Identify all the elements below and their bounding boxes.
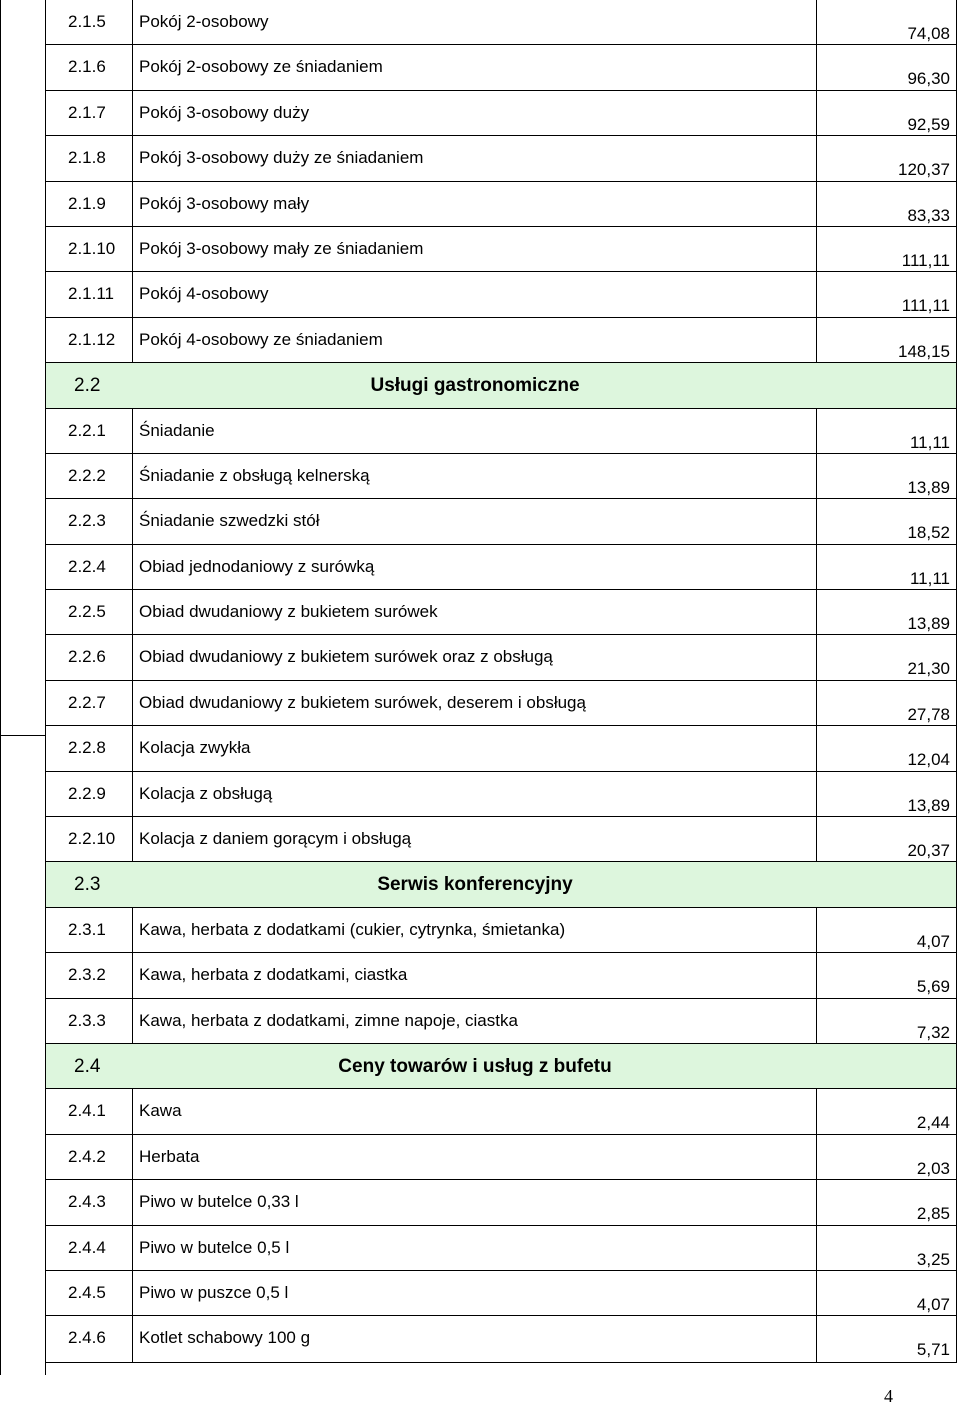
table-row (46, 318, 956, 363)
item-price: 111,11 (901, 296, 950, 316)
table-row (46, 409, 956, 454)
item-price: 5,71 (916, 1340, 950, 1360)
item-code: 2.4.2 (46, 1135, 133, 1179)
section-header (46, 862, 956, 907)
item-name: Śniadanie z obsługą kelnerską (133, 454, 817, 498)
item-price: 11,11 (909, 568, 950, 588)
item-code: 2.3.1 (46, 908, 133, 952)
section-title: Ceny towarów i usług z bufetu (338, 1055, 612, 1077)
item-name: Obiad dwudaniowy z bukietem surówek, deserem i obsługą (133, 681, 817, 725)
section-title: Usługi gastronomiczne (370, 375, 580, 397)
item-price: 20,37 (907, 841, 950, 861)
table-row (46, 1316, 956, 1361)
item-name: Pokój 4-osobowy ze śniadaniem (133, 318, 817, 362)
item-price: 4,07 (916, 931, 950, 951)
item-code: 2.2.5 (46, 590, 133, 634)
item-name: Piwo w puszce 0,5 l (133, 1271, 817, 1315)
table-row (46, 91, 956, 136)
item-price: 2,44 (916, 1113, 950, 1133)
item-price: 74,08 (907, 24, 950, 43)
item-price: 96,30 (907, 69, 950, 89)
table-row (46, 182, 956, 227)
table-row (46, 545, 956, 590)
table-row (46, 454, 956, 499)
item-code: 2.1.11 (46, 272, 133, 316)
table-row (46, 953, 956, 998)
item-name: Pokój 3-osobowy duży (133, 91, 817, 135)
item-name: Kawa, herbata z dodatkami, ciastka (133, 953, 817, 997)
item-code: 2.2.8 (46, 726, 133, 770)
item-name: Kawa, herbata z dodatkami (cukier, cytrynka, śmietanka) (133, 908, 817, 952)
table-row (46, 908, 956, 953)
item-code: 2.1.6 (46, 45, 133, 89)
section-header (46, 363, 956, 408)
table-row (46, 136, 956, 181)
item-code: 2.3.3 (46, 999, 133, 1043)
item-code: 2.1.12 (46, 318, 133, 362)
item-price: 12,04 (907, 750, 950, 770)
item-price: 92,59 (907, 114, 950, 134)
item-price: 13,89 (907, 477, 950, 497)
item-price: 5,69 (916, 977, 950, 997)
table-row (46, 635, 956, 680)
item-code: 2.2.1 (46, 409, 133, 453)
item-name: Kawa (133, 1089, 817, 1133)
item-name: Pokój 2-osobowy ze śniadaniem (133, 45, 817, 89)
item-price: 27,78 (907, 704, 950, 724)
section-price-cell (817, 363, 956, 407)
item-code: 2.4.3 (46, 1180, 133, 1224)
item-name: Kawa, herbata z dodatkami, zimne napoje, ciastka (133, 999, 817, 1043)
page-number: 4 (884, 1386, 893, 1406)
table-row (46, 1226, 956, 1271)
item-code: 2.1.9 (46, 182, 133, 226)
table-row (46, 1135, 956, 1180)
item-code: 2.1.7 (46, 91, 133, 135)
item-price: 83,33 (907, 205, 950, 225)
section-price-cell (817, 1044, 956, 1088)
item-code: 2.3.2 (46, 953, 133, 997)
item-name: Kolacja zwykła (133, 726, 817, 770)
section-price-cell (817, 862, 956, 906)
table-row (46, 227, 956, 272)
table-row (46, 1271, 956, 1316)
item-price: 111,11 (901, 250, 950, 270)
item-name: Śniadanie szwedzki stół (133, 499, 817, 543)
item-price: 18,52 (907, 523, 950, 543)
item-code: 2.4.6 (46, 1316, 133, 1361)
item-code: 2.2.10 (46, 817, 133, 861)
item-price: 148,15 (898, 341, 950, 361)
item-code: 2.4.1 (46, 1089, 133, 1133)
section-code: 2.4 (74, 1055, 101, 1077)
margin-divider (0, 735, 46, 736)
item-code: 2.1.5 (46, 0, 133, 44)
item-name: Kolacja z daniem gorącym i obsługą (133, 817, 817, 861)
section-code: 2.3 (74, 874, 101, 896)
item-name: Pokój 4-osobowy (133, 272, 817, 316)
item-name: Pokój 3-osobowy duży ze śniadaniem (133, 136, 817, 180)
item-code: 2.1.8 (46, 136, 133, 180)
price-table (46, 0, 957, 1363)
item-name: Pokój 3-osobowy mały ze śniadaniem (133, 227, 817, 271)
table-row (46, 45, 956, 90)
item-code: 2.4.4 (46, 1226, 133, 1270)
item-name: Pokój 3-osobowy mały (133, 182, 817, 226)
section-header (46, 1044, 956, 1089)
item-price: 2,03 (916, 1158, 950, 1178)
section-title: Serwis konferencyjny (377, 874, 573, 896)
table-row (46, 499, 956, 544)
table-row (46, 272, 956, 317)
left-margin-column (0, 0, 46, 1375)
table-row (46, 681, 956, 726)
item-name: Kolacja z obsługą (133, 772, 817, 816)
item-price: 2,85 (916, 1204, 950, 1224)
item-price: 13,89 (907, 795, 950, 815)
table-row (46, 726, 956, 771)
item-price: 4,07 (916, 1294, 950, 1314)
item-code: 2.2.7 (46, 681, 133, 725)
table-row (46, 817, 956, 862)
section-code: 2.2 (74, 375, 101, 397)
item-code: 2.2.3 (46, 499, 133, 543)
item-name: Piwo w butelce 0,33 l (133, 1180, 817, 1224)
item-name: Śniadanie (133, 409, 817, 453)
table-row (46, 1180, 956, 1225)
item-name: Obiad jednodaniowy z surówką (133, 545, 817, 589)
item-code: 2.1.10 (46, 227, 133, 271)
item-price: 13,89 (907, 614, 950, 634)
item-code: 2.4.5 (46, 1271, 133, 1315)
item-price: 7,32 (916, 1022, 950, 1042)
table-row (46, 590, 956, 635)
item-code: 2.2.6 (46, 635, 133, 679)
item-price: 11,11 (909, 432, 950, 452)
item-code: 2.2.4 (46, 545, 133, 589)
table-row (46, 1089, 956, 1134)
item-price: 21,30 (907, 659, 950, 679)
item-name: Obiad dwudaniowy z bukietem surówek oraz z obsługą (133, 635, 817, 679)
item-name: Herbata (133, 1135, 817, 1179)
item-name: Kotlet schabowy 100 g (133, 1316, 817, 1361)
item-name: Piwo w butelce 0,5 l (133, 1226, 817, 1270)
item-price: 120,37 (898, 160, 950, 180)
item-name: Obiad dwudaniowy z bukietem surówek (133, 590, 817, 634)
table-row (46, 0, 956, 45)
item-name: Pokój 2-osobowy (133, 0, 817, 44)
item-price: 3,25 (916, 1249, 950, 1269)
item-code: 2.2.9 (46, 772, 133, 816)
item-code: 2.2.2 (46, 454, 133, 498)
table-row (46, 999, 956, 1044)
table-row (46, 772, 956, 817)
